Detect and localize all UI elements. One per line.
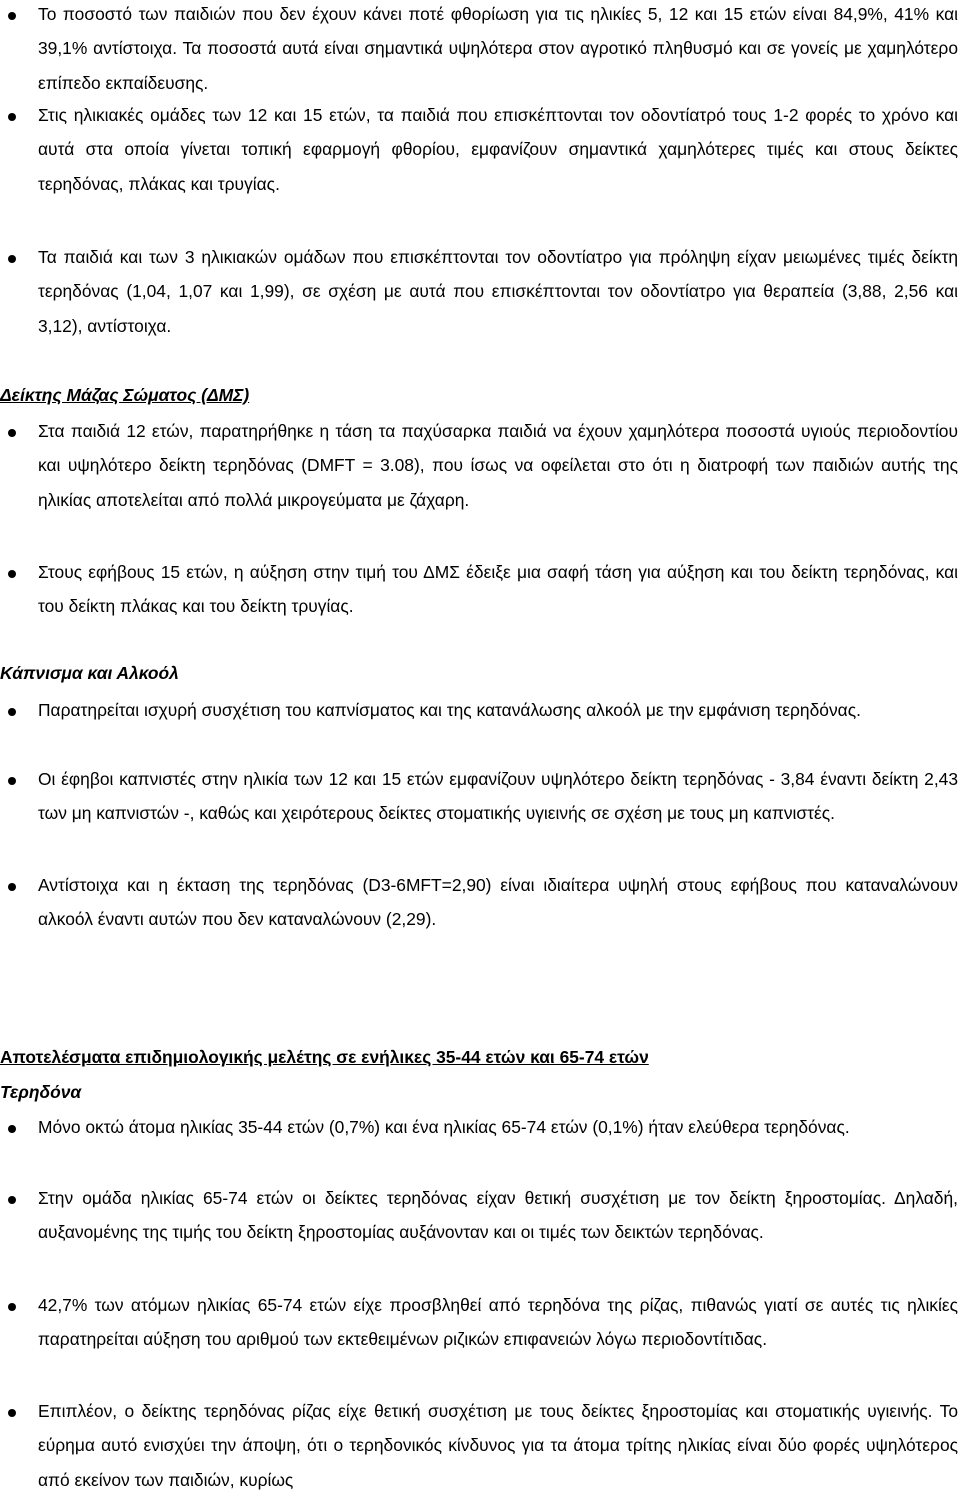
bullet-text: Στην ομάδα ηλικίας 65-74 ετών οι δείκτες τερηδόνας είχαν θετική συσχέτιση με τον δείκτη ξηροστομίας. Δηλαδή, αυξανομένης της τιμής του δείκτη ξηροστομίας αυξάνονταν και οι τιμές των δεικτών τερηδόνας. (38, 1188, 958, 1243)
section-heading-adults: Αποτελέσματα επιδημιολογικής μελέτης σε ενήλικες 35-44 ετών και 65-74 ετών (0, 1047, 649, 1067)
list-item (0, 98, 958, 201)
list-item (0, 240, 958, 343)
list-item (0, 414, 958, 517)
bullet-icon (8, 883, 16, 891)
bullet-icon (8, 255, 16, 263)
bullet-text: Μόνο οκτώ άτομα ηλικίας 35-44 ετών (0,7%) και ένα ηλικίας 65-74 ετών (0,1%) ήταν ελεύθερα τερηδόνας. (38, 1117, 850, 1137)
bullet-icon (8, 429, 16, 437)
section-heading-bmi: Δείκτης Μάζας Σώματος (ΔΜΣ) (0, 385, 250, 405)
bullet-text: 42,7% των ατόμων ηλικίας 65-74 ετών είχε προσβληθεί από τερηδόνα της ρίζας, πιθανώς γιατί σε αυτές τις ηλικίες παρατηρείται αύξηση του αριθμού των εκτεθειμένων ριζικών επιφανειών λόγω περιοδοντίτιδας. (38, 1295, 958, 1350)
bullet-text: Στις ηλικιακές ομάδες των 12 και 15 ετών, τα παιδιά που επισκέπτονται τον οδοντίατρό τους 1-2 φορές το χρόνο και αυτά στα οποία γίνεται τοπική εφαρμογή φθορίου, εμφανίζουν σημαντικά χαμηλότερες τιμές και στους δείκτες τερηδόνας, πλάκας και τρυγίας. (38, 105, 958, 194)
section-heading-smoking: Κάπνισμα και Αλκοόλ (0, 663, 179, 683)
list-item (0, 1181, 958, 1250)
bullet-text: Επιπλέον, ο δείκτης τερηδόνας ρίζας είχε θετική συσχέτιση με τους δείκτες ξηροστομίας και στοματικής υγιεινής. Το εύρημα αυτό ενισχύει την άποψη, ότι ο τερηδονικός κίνδυνος για τα άτομα τρίτης ηλικίας είναι δύο φορές υψηλότερος από εκείνον των παιδιών, κυρίως (38, 1401, 958, 1490)
bullet-text: Παρατηρείται ισχυρή συσχέτιση του καπνίσματος και της κατανάλωσης αλκοόλ με την εμφάνιση τερηδόνας. (38, 700, 861, 720)
list-item (0, 868, 958, 937)
list-item (0, 0, 958, 100)
bullet-text: Τα παιδιά και των 3 ηλικιακών ομάδων που επισκέπτονται τον οδοντίατρο για πρόληψη είχαν μειωμένες τιμές δείκτη τερηδόνας (1,04, 1,07 και 1,99), σε σχέση με αυτά που επισκέπτονται τον οδοντίατρο για θεραπεία (3,88, 2,56 και 3,12), αντίστοιχα. (38, 247, 958, 336)
list-item (0, 1394, 958, 1497)
list-item (0, 693, 958, 727)
bullet-icon (8, 1303, 16, 1311)
bullet-text: Στα παιδιά 12 ετών, παρατηρήθηκε η τάση τα παχύσαρκα παιδιά να έχουν χαμηλότερα ποσοστά υγιούς περιοδοντίου και υψηλότερο δείκτη τερηδόνας (DMFT = 3.08), που ίσως να οφείλεται στο ότι η διατροφή των παιδιών αυτής της ηλικίας αποτελείται από πολλά μικρογεύματα με ζάχαρη. (38, 421, 958, 510)
bullet-icon (8, 1125, 16, 1133)
bullet-icon (8, 570, 16, 578)
list-item (0, 1110, 958, 1144)
bullet-icon (8, 1409, 16, 1417)
bullet-icon (8, 708, 16, 716)
list-item (0, 762, 958, 831)
bullet-icon (8, 777, 16, 785)
list-item (0, 555, 958, 624)
bullet-icon (8, 113, 16, 121)
bullet-text: Στους εφήβους 15 ετών, η αύξηση στην τιμή του ΔΜΣ έδειξε μια σαφή τάση για αύξηση και του δείκτη τερηδόνας, και του δείκτη πλάκας και του δείκτη τρυγίας. (38, 562, 958, 617)
bullet-text: Το ποσοστό των παιδιών που δεν έχουν κάνει ποτέ φθορίωση για τις ηλικίες 5, 12 και 15 ετών είναι 84,9%, 41% και 39,1% αντίστοιχα. Τα ποσοστά αυτά είναι σημαντικά υψηλότερα στον αγροτικό πληθυσμό και σε γονείς με χαμηλότερο επίπεδο εκπαίδευσης. (38, 4, 958, 93)
bullet-icon (8, 12, 16, 20)
bullet-icon (8, 1196, 16, 1204)
list-item (0, 1288, 958, 1357)
bullet-text: Οι έφηβοι καπνιστές στην ηλικία των 12 και 15 ετών εμφανίζουν υψηλότερο δείκτη τερηδόνας - 3,84 έναντι δείκτη 2,43 των μη καπνιστών -, καθώς και χειρότερους δείκτες στοματικής υγιεινής σε σχέση με τους μη καπνιστές. (38, 769, 958, 824)
subheading-caries: Τερηδόνα (0, 1082, 82, 1102)
bullet-text: Αντίστοιχα και η έκταση της τερηδόνας (D3-6MFT=2,90) είναι ιδιαίτερα υψηλή στους εφήβους που καταναλώνουν αλκοόλ έναντι αυτών που δεν καταναλώνουν (2,29). (38, 875, 958, 930)
